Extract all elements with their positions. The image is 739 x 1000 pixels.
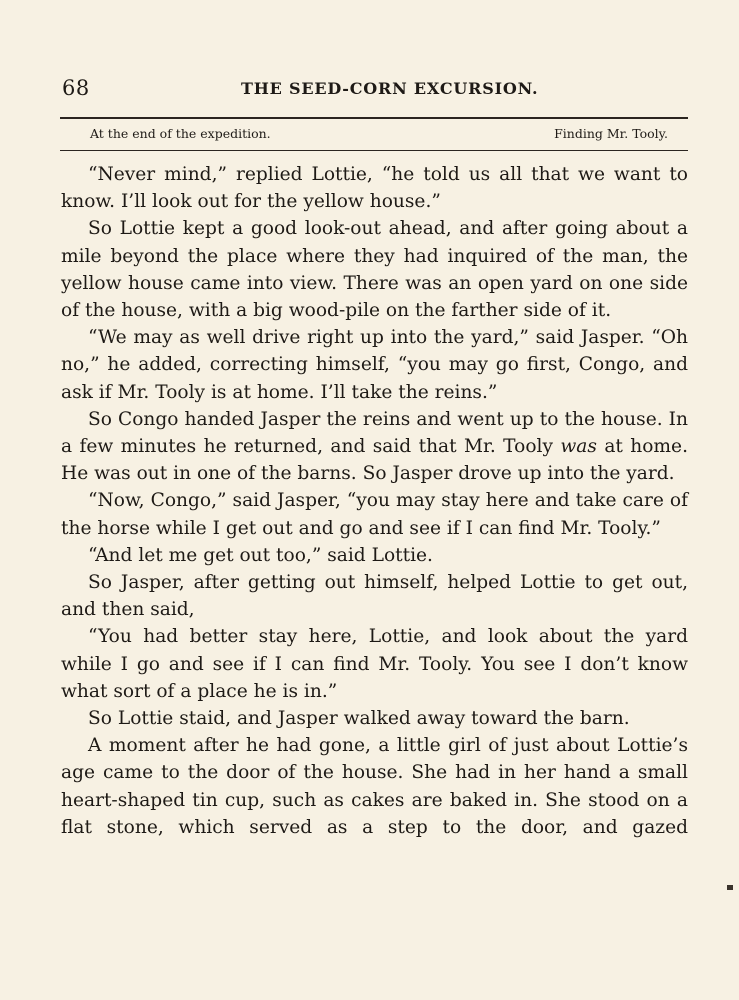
text-run: at home. He was out in one of the barns. So Jasper drove up into the yard.: [61, 436, 688, 485]
paragraph: A moment after he had gone, a little girl of just about Lottie’s age came to the door of the house. She had in her hand a small heart-shaped tin cup, such as cakes are baked in. She stood on a flat stone, which served as a step to the door, and gazed: [61, 735, 688, 838]
page-number: 68: [62, 76, 90, 100]
paragraph: So Jasper, after getting out himself, helped Lottie to get out, and then said,: [61, 572, 688, 621]
subhead-right: Finding Mr. Tooly.: [554, 126, 668, 141]
paragraph: “Never mind,” replied Lottie, “he told us all that we want to know. I’ll look out for the yellow house.”: [61, 164, 688, 213]
page-header: [60, 76, 688, 106]
running-title: THE SEED-CORN EXCURSION.: [241, 79, 539, 98]
paragraph: “You had better stay here, Lottie, and look about the yard while I go and see if I can find Mr. Tooly. You see I don’t know what sort of a place he is in.”: [61, 626, 688, 702]
paragraph: “We may as well drive right up into the yard,” said Jasper. “Oh no,” he added, correcting himself, “you may go first, Congo, and ask if Mr. Tooly is at home. I’ll take the reins.”: [61, 327, 688, 403]
emphasis: was: [560, 436, 597, 458]
subhead-left: At the end of the expedition.: [90, 126, 271, 141]
body-text: [61, 161, 688, 841]
paragraph: “Now, Congo,” said Jasper, “you may stay here and take care of the horse while I get out and go and see if I can find Mr. Tooly.”: [61, 490, 688, 539]
paragraph: So Lottie staid, and Jasper walked away toward the barn.: [88, 708, 630, 730]
paragraph: “And let me get out too,” said Lottie.: [88, 544, 433, 566]
header-rule-bottom: [60, 150, 688, 151]
text-run: So Congo handed Jasper the reins and went up to the house. In a few minutes he returned, and said that Mr. Tooly: [61, 408, 688, 458]
paragraph: So Lottie kept a good look-out ahead, and after going about a mile beyond the place where they had inquired of the man, the yellow house came into view. There was an open yard on one side of the house, with a big wood-pile on the farther side of it.: [61, 218, 688, 322]
header-rule-top: [60, 117, 688, 119]
ink-mark: [727, 885, 733, 890]
paragraph: [61, 406, 688, 488]
section-subhead: [60, 124, 688, 146]
